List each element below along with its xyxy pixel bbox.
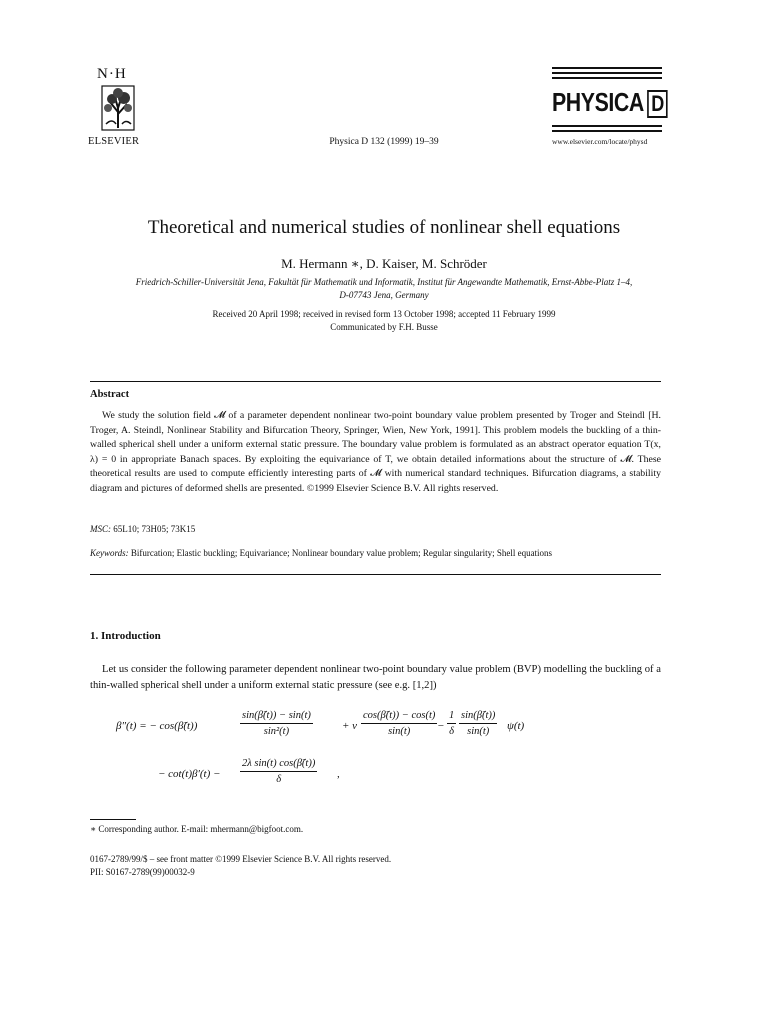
logo-rule-top-2: [552, 72, 662, 74]
fraction-5-denominator: δ: [276, 774, 282, 785]
pii-line: PII: S0167-2789(99)00032-9: [90, 867, 195, 877]
abstract-body: We study the solution field 𝓜 of a parameter dependent nonlinear two-point boundary value problem presented by Troger and Steindl [H. Troger, A. Steindl, Nonlinear Stability and Bifurcation Theory, Springer, Wien, New York, 1991]. This problem models the buckling of a thin-walled spherical shell under a uniform external static pressure. The boundary value problem is formulated as an abstract operator equation T(x, λ) = 0 in appropriate Banach spaces. By exploiting the equivariance of T, we obtain detailed informations about the structure of 𝓜. These theoretical results are used to compute efficiently interesting parts of 𝓜 with numerical standard techniques. Bifurcation diagrams, a stability diagram and pictures of deformed shells are presented. ©1999 Elsevier Science B.V. All rights reserved.: [90, 410, 661, 494]
logo-rule-bottom-1: [552, 125, 662, 127]
paper-affiliation: [90, 276, 678, 302]
fraction-3-denominator: δ: [449, 726, 455, 737]
publisher-name: ELSEVIER: [88, 136, 140, 147]
keywords-value: Bifurcation; Elastic buckling; Equivariance; Nonlinear boundary value problem; Regular singularity; Shell equations: [128, 548, 553, 558]
introduction-paragraph: Let us consider the following parameter dependent nonlinear two-point boundary value problem (BVP) modelling the buckling of a thin-walled spherical shell under a uniform external static pressure (see e.g. [1,2]): [90, 664, 661, 691]
publisher-mark: N·H: [97, 66, 127, 82]
equation-fraction-2: [361, 710, 437, 737]
fraction-5-numerator: 2λ sin(t) cos(β̃(t)): [240, 758, 317, 772]
fraction-1-denominator: sin²(t): [263, 726, 290, 737]
keywords-label: Keywords:: [90, 548, 129, 558]
equation-fraction-3: [447, 710, 456, 737]
fraction-3-numerator: 1: [447, 710, 456, 724]
equation-fraction-5: [240, 758, 317, 785]
footnote-corresponding-author: ∗ Corresponding author. E-mail: mhermann@bigfoot.com.: [90, 824, 304, 834]
paper-dates: [0, 308, 768, 334]
abstract-heading: Abstract: [90, 389, 130, 400]
equation-fraction-4: [459, 710, 497, 737]
paper-authors: M. Hermann ∗, D. Kaiser, M. Schröder: [281, 256, 487, 271]
equation-minus: −: [437, 720, 445, 732]
msc-value: 65L10; 73H05; 73K15: [111, 524, 196, 534]
logo-rule-top-1: [552, 67, 662, 69]
communicated-by: Communicated by F.H. Busse: [330, 322, 438, 332]
footnote-rule: [90, 819, 136, 820]
journal-wordmark-text: PHYSICA: [552, 87, 644, 117]
fraction-2-denominator: sin(t): [388, 726, 411, 737]
equation-fraction-1: [240, 710, 313, 737]
journal-wordmark: [552, 87, 668, 118]
received-dates: Received 20 April 1998; received in revised form 13 October 1998; accepted 11 February 1999: [212, 309, 556, 319]
msc-label: MSC:: [90, 524, 111, 534]
journal-letter: D: [647, 90, 668, 118]
affiliation-line-2: D-07743 Jena, Germany: [339, 290, 429, 300]
copyright-block: [90, 853, 391, 879]
keywords: [90, 548, 552, 558]
elsevier-tree-icon: [96, 84, 140, 134]
fraction-4-numerator: sin(β̃(t)): [459, 710, 497, 724]
abstract-bottom-rule: [90, 574, 661, 575]
equation-tail: ,: [337, 768, 340, 780]
msc-codes: [90, 524, 195, 534]
equation-plus-nu: + ν: [342, 720, 358, 732]
equation-psi: ψ(t): [507, 720, 525, 732]
journal-logo: [552, 67, 664, 147]
logo-rule-top-3: [552, 77, 662, 79]
logo-rule-bottom-2: [552, 130, 662, 132]
section-heading-introduction: 1. Introduction: [90, 630, 161, 642]
paper-title: Theoretical and numerical studies of nonlinear shell equations: [147, 217, 621, 238]
equation-line2-lhs: − cot(t)β′(t) −: [158, 768, 221, 780]
fraction-2-numerator: cos(β̃(t)) − cos(t): [361, 710, 437, 724]
issn-line: 0167-2789/99/$ – see front matter ©1999 Elsevier Science B.V. All rights reserved.: [90, 854, 392, 864]
abstract-top-rule: [90, 381, 661, 382]
fraction-1-numerator: sin(β̃(t)) − sin(t): [240, 710, 313, 724]
publisher-logo: [88, 66, 152, 148]
journal-citation: Physica D 132 (1999) 19–39: [329, 137, 439, 147]
journal-url: www.elsevier.com/locate/physd: [552, 137, 648, 146]
equation-lhs: β″(t) = − cos(β̃(t)): [116, 720, 198, 732]
affiliation-line-1: Friedrich-Schiller-Universität Jena, Fakultät für Mathematik und Informatik, Institut für Angewandte Mathematik, Ernst-Abbe-Platz 1–4,: [135, 277, 633, 287]
fraction-4-denominator: sin(t): [467, 726, 490, 737]
